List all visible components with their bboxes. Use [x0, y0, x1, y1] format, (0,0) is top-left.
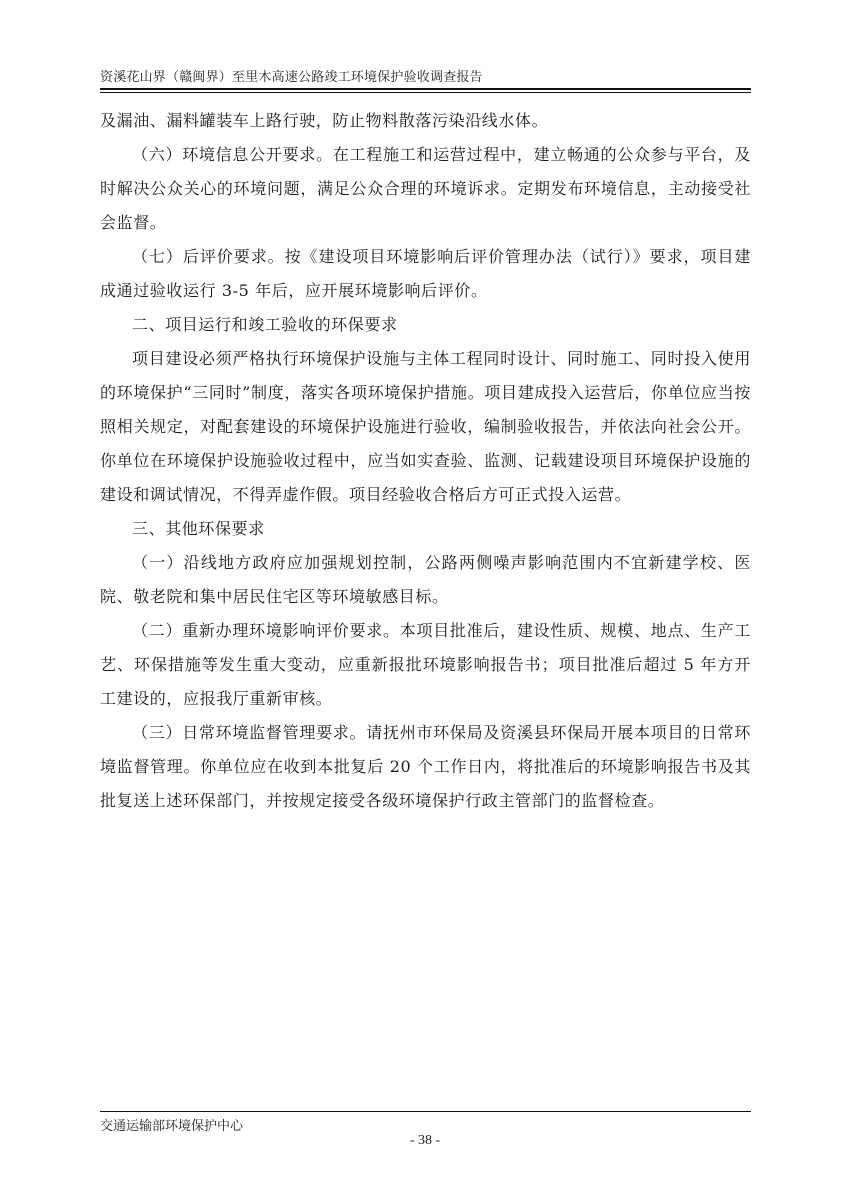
paragraph-info-disclosure: （六）环境信息公开要求。在工程施工和运营过程中，建立畅通的公众参与平台，及时解决公众关心的环境问题，满足公众合理的环境诉求。定期发布环境信息，主动接受社会监督。: [100, 145, 751, 232]
paragraph-re-evaluation: （二）重新办理环境影响评价要求。本项目批准后，建设性质、规模、地点、生产工艺、环保措施等发生重大变动，应重新报批环境影响报告书；项目批准后超过 5 年方开工建设的，应报我厅重新审核。: [100, 621, 751, 708]
section-heading-operation-acceptance: 二、项目运行和竣工验收的环保要求: [132, 315, 398, 334]
header-divider-thick: [100, 88, 751, 90]
document-body: [100, 104, 751, 818]
page-number: - 38 -: [409, 1133, 441, 1148]
section-heading-other-requirements: 三、其他环保要求: [132, 519, 265, 538]
paragraph-daily-supervision: （三）日常环境监督管理要求。请抚州市环保局及资溪县环保局开展本项目的日常环境监督管理。你单位应在收到本批复后 20 个工作日内，将批准后的环境影响报告书及其批复送上述环保部门，并按规定接受各级环境保护行政主管部门的监督检查。: [100, 723, 751, 810]
footer-organization: 交通运输部环境保护中心: [100, 1119, 244, 1134]
footer-divider: [100, 1111, 751, 1112]
header-divider-thin: [100, 92, 751, 93]
paragraph-planning-control: （一）沿线地方政府应加强规划控制，公路两侧噪声影响范围内不宜新建学校、医院、敬老院和集中居民住宅区等环境敏感目标。: [100, 553, 751, 606]
paragraph-post-evaluation: （七）后评价要求。按《建设项目环境影响后评价管理办法（试行）》要求，项目建成通过验收运行 3-5 年后，应开展环境影响后评价。: [100, 247, 751, 300]
page-header-title: 资溪花山界（赣闽界）至里木高速公路竣工环境保护验收调查报告: [100, 70, 483, 85]
paragraph-three-simultaneous: 项目建设必须严格执行环境保护设施与主体工程同时设计、同时施工、同时投入使用的环境保护“三同时”制度，落实各项环境保护措施。项目建成投入运营后，你单位应当按照相关规定，对配套建设的环境保护设施进行验收，编制验收报告，并依法向社会公开。你单位在环境保护设施验收过程中，应当如实查验、监测、记载建设项目环境保护设施的建设和调试情况，不得弄虚作假。项目经验收合格后方可正式投入运营。: [100, 349, 751, 504]
paragraph-continuation: 及漏油、漏料罐装车上路行驶，防止物料散落污染沿线水体。: [100, 111, 549, 130]
